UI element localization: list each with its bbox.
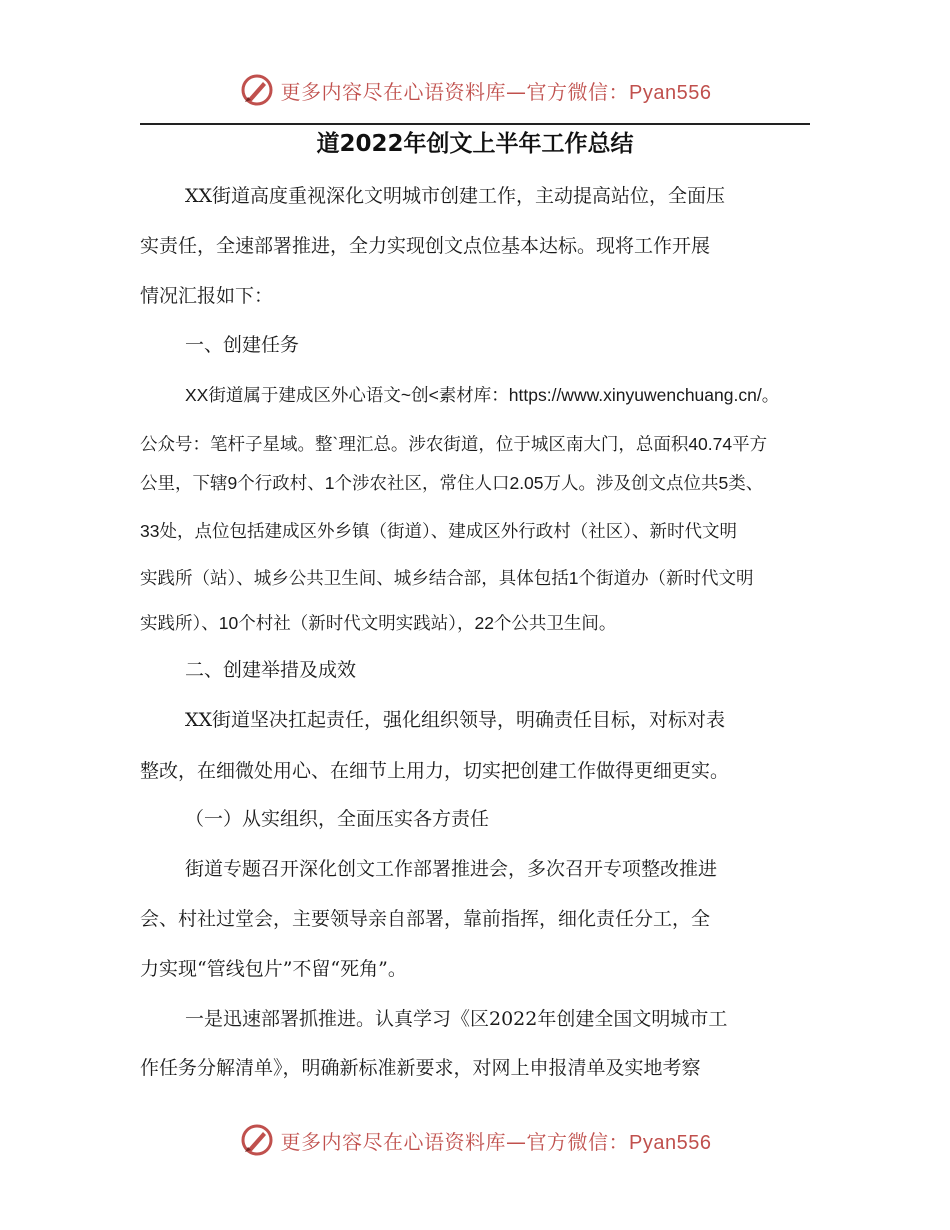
- section-heading: 一、创建任务: [185, 334, 300, 356]
- body-line: 实践所（站）、城乡公共卫生间、城乡结合部，具体包括1个街道办（新时代文明: [140, 568, 754, 588]
- header-rule: [140, 123, 810, 125]
- leaf-pen-logo-icon: [239, 1122, 275, 1158]
- body-line: 公里，下辖9个行政村、1个涉农社区，常住人口2.05万人。涉及创文点位共5类、: [140, 473, 764, 493]
- subsection-heading: （一）从实组织，全面压实各方责任: [185, 808, 490, 830]
- body-line: 作任务分解清单》，明确新标准新要求，对网上申报清单及实地考察: [140, 1057, 701, 1079]
- banner-text: 更多内容尽在心语资料库—官方微信：Pyan556: [280, 1129, 712, 1154]
- body-line: 一是迅速部署抓推进。认真学习《区2022年创建全国文明城市工: [185, 1008, 728, 1030]
- body-line: XX街道属于建成区外心语文~创<素材库：https://www.xinyuwenchuang.cn/。: [185, 385, 780, 405]
- header-banner: [0, 70, 950, 110]
- banner-text: 更多内容尽在心语资料库—官方微信：Pyan556: [280, 79, 712, 104]
- body-line: 33处，点位包括建成区外乡镇（街道）、建成区外行政村（社区）、新时代文明: [140, 521, 737, 541]
- body-line: 力实现“管线包片”不留“死角”。: [140, 958, 407, 980]
- body-line: XX街道高度重视深化文明城市创建工作，主动提高站位，全面压: [185, 185, 726, 207]
- body-line: 会、村社过堂会，主要领导亲自部署，靠前指挥，细化责任分工，全: [140, 908, 711, 930]
- body-line: 整改，在细微处用心、在细节上用力，切实把创建工作做得更细更实。: [140, 760, 730, 782]
- section-heading: 二、创建举措及成效: [185, 659, 357, 681]
- body-line: 公众号：笔杆子星域。整`理汇总。涉农街道，位于城区南大门，总面积40.74平方: [140, 434, 768, 454]
- body-line: 实责任，全速部署推进，全力实现创文点位基本达标。现将工作开展: [140, 235, 711, 257]
- body-line: 情况汇报如下：: [140, 285, 274, 307]
- footer-banner: [0, 1120, 950, 1160]
- body-line: 街道专题召开深化创文工作部署推进会，多次召开专项整改推进: [185, 858, 718, 880]
- body-line: XX街道坚决扛起责任，强化组织领导，明确责任目标，对标对表: [185, 709, 726, 731]
- page-title: 道2022年创文上半年工作总结: [316, 131, 634, 157]
- leaf-pen-logo-icon: [239, 72, 275, 108]
- body-line: 实践所）、10个村社（新时代文明实践站），22个公共卫生间。: [140, 613, 617, 633]
